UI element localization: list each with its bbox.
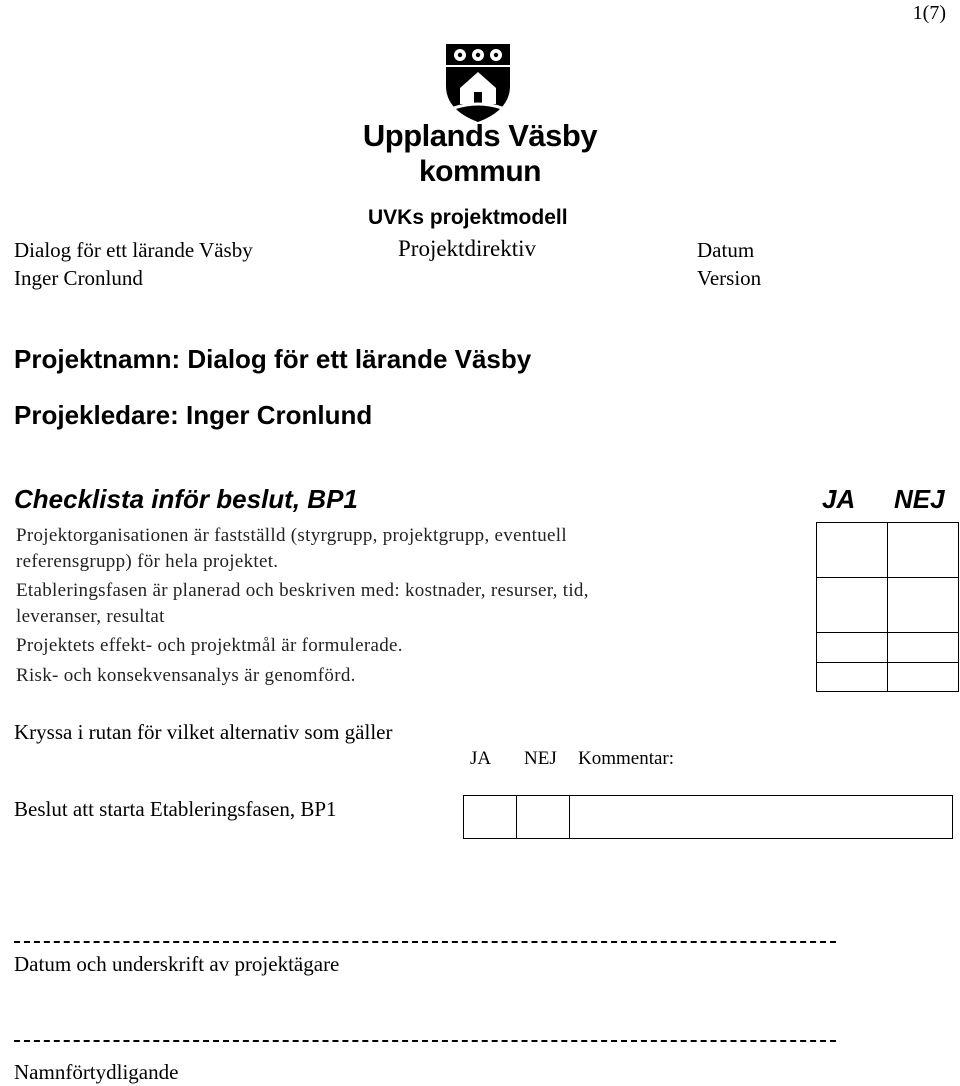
decision-checkbox-yes[interactable] — [464, 796, 517, 839]
checklist-row — [10, 578, 959, 633]
decision-checkbox-no[interactable] — [517, 796, 570, 839]
header-right-line2: Version — [697, 266, 762, 290]
checklist-table — [10, 522, 959, 692]
header-right-line1: Datum — [697, 238, 755, 262]
checkbox-yes[interactable] — [817, 633, 888, 663]
header-center: Projektdirektiv — [398, 236, 536, 261]
checklist-item-text: Risk- och konsekvensanalys är genomförd. — [16, 664, 356, 686]
header-left-line1: Dialog för ett lärande Väsby — [14, 238, 253, 262]
checkbox-yes[interactable] — [817, 578, 888, 633]
checklist-col-yes: JA — [822, 484, 856, 514]
signature-line — [14, 941, 836, 943]
logo-line2: kommun — [418, 155, 541, 188]
checkbox-yes[interactable] — [817, 663, 888, 692]
date-signature-label: Datum och underskrift av projektägare — [14, 952, 340, 976]
header-left-line2: Inger Cronlund — [14, 266, 143, 290]
checklist-row — [10, 663, 959, 692]
decision-col-comment: Kommentar: — [578, 748, 675, 769]
coat-of-arms-logo — [444, 42, 512, 124]
checkbox-no[interactable] — [888, 633, 959, 663]
decision-boxes — [463, 795, 953, 839]
logo-line1: Upplands Väsby — [362, 118, 598, 153]
project-leader: Projekledare: Inger Cronlund — [14, 400, 373, 430]
project-name: Projektnamn: Dialog för ett lärande Väsby — [14, 344, 532, 374]
checklist-row — [10, 633, 959, 663]
checklist-item-text: Etableringsfasen är planerad och beskriven med: kostnader, resurser, tid, leveranser, resultat — [16, 579, 589, 627]
page-number: 1(7) — [912, 2, 946, 24]
checkbox-yes[interactable] — [817, 523, 888, 578]
decision-col-yes: JA — [470, 748, 492, 769]
decision-instruction: Kryssa i rutan för vilket alternativ som gäller — [14, 720, 393, 744]
checklist-row — [10, 523, 959, 578]
checkbox-no[interactable] — [888, 663, 959, 692]
decision-label: Beslut att starta Etableringsfasen, BP1 — [14, 797, 337, 821]
checklist-item-text: Projektorganisationen är fastställd (styrgrupp, projektgrupp, eventuell referensgrupp) för hela projektet. — [16, 524, 567, 572]
checklist-title: Checklista inför beslut, BP1 — [14, 484, 358, 514]
checkbox-no[interactable] — [888, 578, 959, 633]
decision-comment-field[interactable] — [570, 796, 953, 839]
checkbox-no[interactable] — [888, 523, 959, 578]
checklist-col-no: NEJ — [894, 484, 945, 514]
name-line — [14, 1040, 836, 1042]
decision-col-no: NEJ — [524, 748, 557, 769]
checklist-item-text: Projektets effekt- och projektmål är formulerade. — [16, 634, 403, 656]
model-title: UVKs projektmodell — [368, 206, 568, 229]
name-clarification-label: Namnförtydligande — [14, 1060, 179, 1084]
